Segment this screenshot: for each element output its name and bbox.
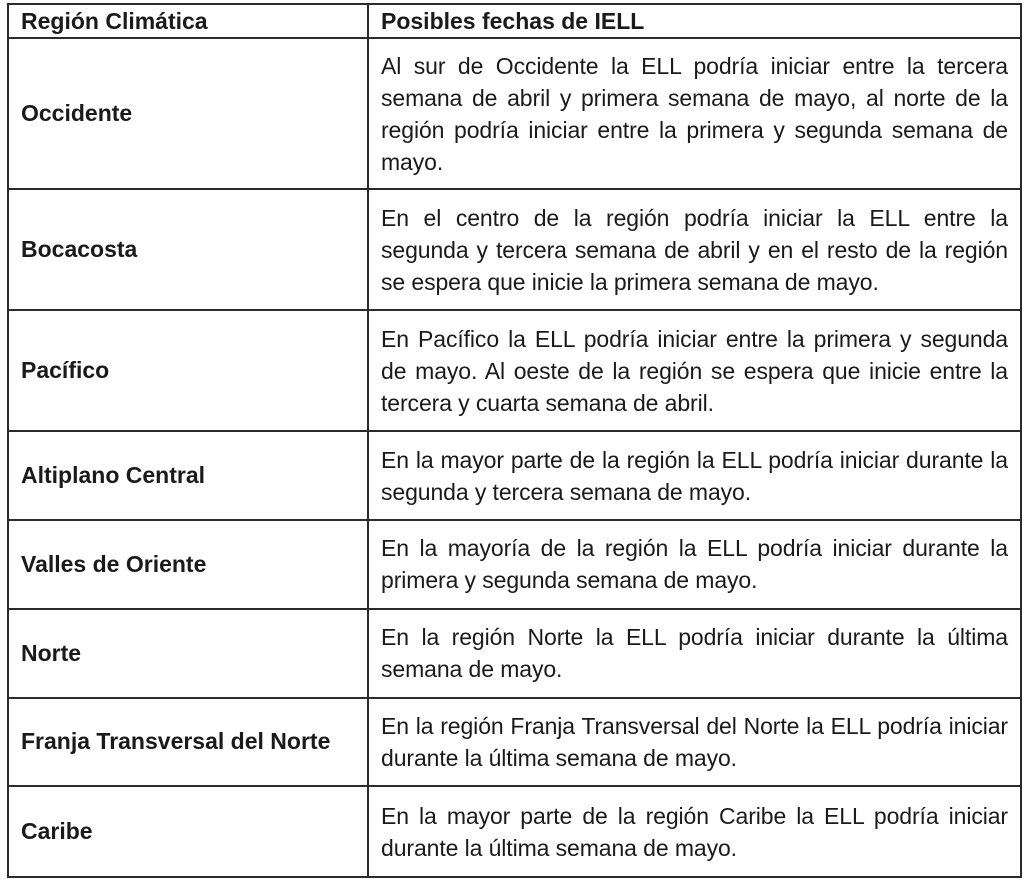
fecha-cell: En la región Norte la ELL podría iniciar durante la última semana de mayo. (368, 609, 1021, 698)
table-row (8, 310, 1021, 431)
region-cell: Altiplano Central (8, 431, 368, 520)
fecha-cell: Al sur de Occidente la ELL podría iniciar entre la tercera semana de abril y primera semana de mayo, al norte de la región podría iniciar entre la primera y segunda semana de mayo. (368, 38, 1021, 189)
region-cell: Norte (8, 609, 368, 698)
table-header-row (8, 4, 1021, 38)
table-row (8, 431, 1021, 520)
table-row (8, 38, 1021, 189)
region-cell: Pacífico (8, 310, 368, 431)
fecha-cell: En la mayor parte de la región Caribe la ELL podría iniciar durante la última semana de mayo. (368, 786, 1021, 877)
iell-table (7, 3, 1022, 878)
table-row (8, 609, 1021, 698)
region-cell: Caribe (8, 786, 368, 877)
region-cell: Occidente (8, 38, 368, 189)
region-cell: Valles de Oriente (8, 520, 368, 609)
region-cell: Bocacosta (8, 189, 368, 310)
fecha-cell: En la mayor parte de la región la ELL podría iniciar durante la segunda y tercera semana de mayo. (368, 431, 1021, 520)
table-row (8, 698, 1021, 787)
header-fechas: Posibles fechas de IELL (368, 4, 1021, 38)
fecha-cell: En Pacífico la ELL podría iniciar entre la primera y segunda de mayo. Al oeste de la región se espera que inicie entre la tercera y cuarta semana de abril. (368, 310, 1021, 431)
table-row (8, 520, 1021, 609)
fecha-cell: En el centro de la región podría iniciar la ELL entre la segunda y tercera semana de abril y en el resto de la región se espera que inicie la primera semana de mayo. (368, 189, 1021, 310)
table-row (8, 786, 1021, 877)
table-row (8, 189, 1021, 310)
region-cell: Franja Transversal del Norte (8, 698, 368, 787)
header-region: Región Climática (8, 4, 368, 38)
fecha-cell: En la región Franja Transversal del Norte la ELL podría iniciar durante la última semana de mayo. (368, 698, 1021, 787)
fecha-cell: En la mayoría de la región la ELL podría iniciar durante la primera y segunda semana de mayo. (368, 520, 1021, 609)
